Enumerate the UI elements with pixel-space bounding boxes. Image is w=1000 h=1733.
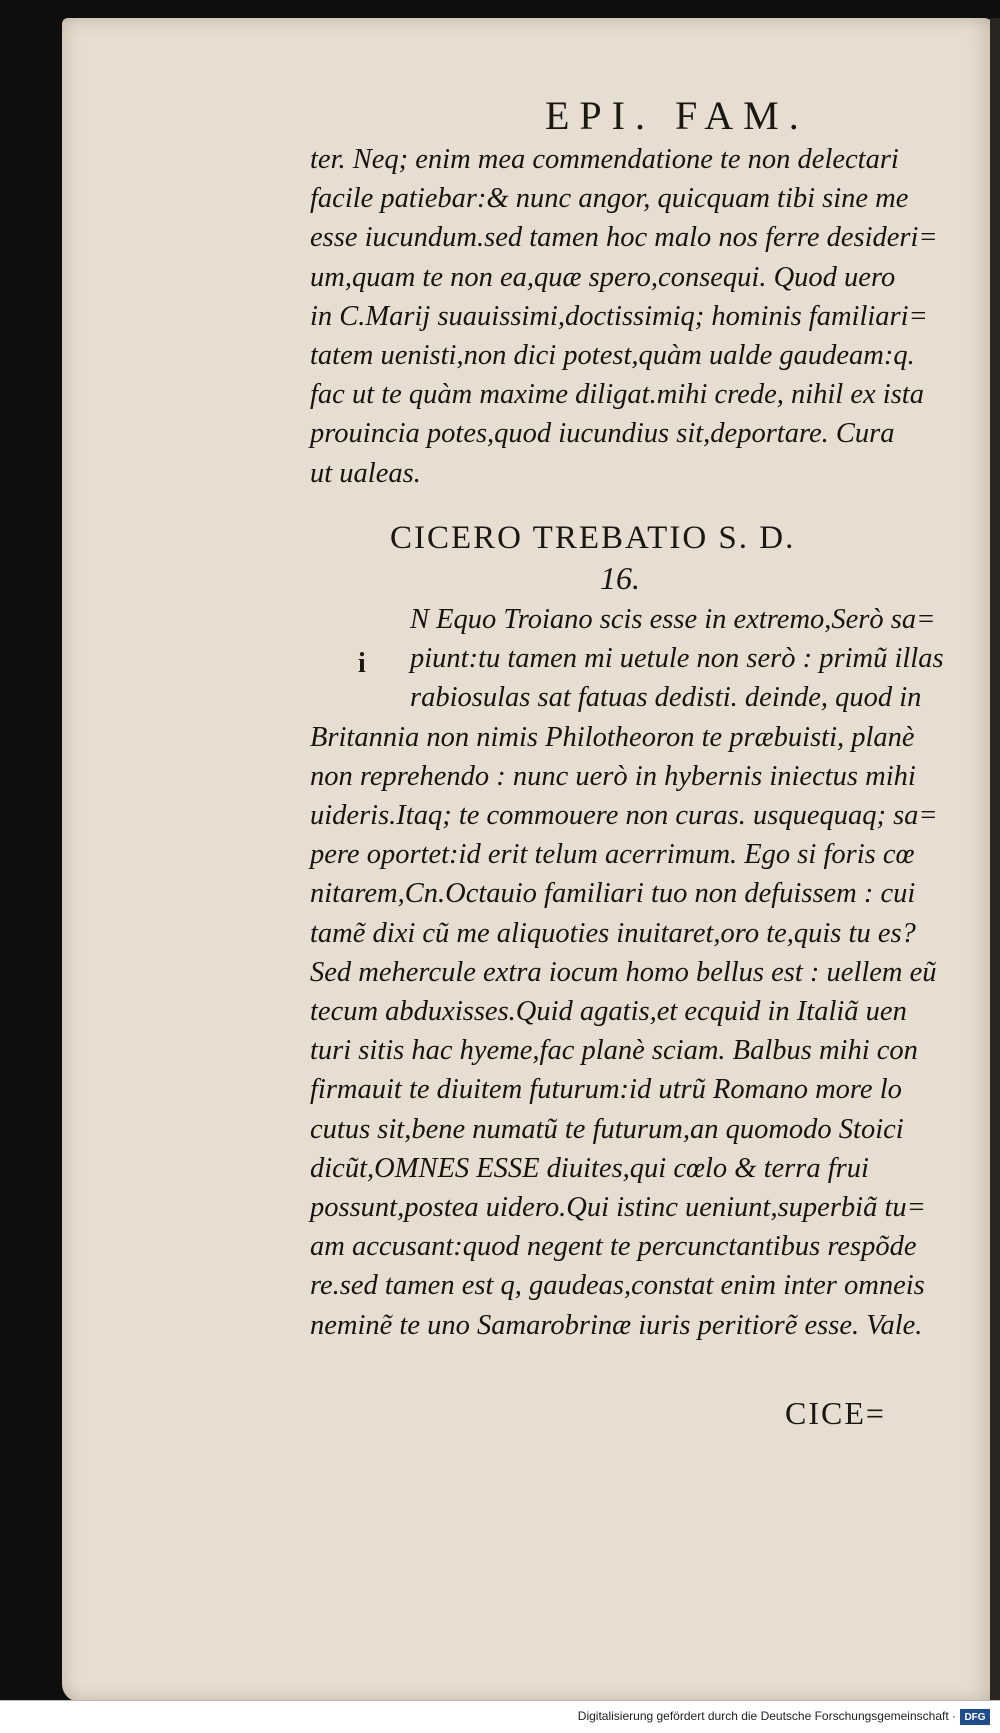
text-line: re.sed tamen est q, gaudeas,constat enim inter omneis xyxy=(310,1270,925,1302)
text-block-top xyxy=(310,140,960,493)
text-line: facile patiebar:& nunc angor, quicquam tibi sine me xyxy=(310,183,909,215)
running-header: EPI. FAM. xyxy=(545,93,809,138)
letter-number: 16. xyxy=(600,560,640,596)
catchword: CICE= xyxy=(785,1395,886,1431)
text-line: uideris.Itaq; te commouere non curas. usquequaq; sa= xyxy=(310,800,938,832)
text-block-letter xyxy=(310,600,960,1345)
text-line: nitarem,Cn.Octauio familiari tuo non defuissem : cui xyxy=(310,878,916,910)
text-line: am accusant:quod negent te percunctantibus respõde xyxy=(310,1231,917,1263)
text-line: piunt:tu tamen mi uetule non serò : primũ illas xyxy=(410,643,944,675)
text-line: tecum abduxisses.Quid agatis,et ecquid in Italiã uen xyxy=(310,996,907,1028)
text-line: non reprehendo : nunc uerò in hybernis iniectus mihi xyxy=(310,760,916,792)
text-line: in C.Marij suauissimi,doctissimiq; hominis familiari= xyxy=(310,300,928,332)
funding-credit: Digitalisierung gefördert durch die Deutsche Forschungsgemeinschaft · xyxy=(577,1709,956,1723)
text-line: Sed mehercule extra iocum homo bellus est : uellem eũ xyxy=(310,956,937,988)
text-line: turi sitis hac hyeme,fac planè sciam. Balbus mihi con xyxy=(310,1035,918,1067)
text-line: neminẽ te uno Samarobrinæ iuris peritiorẽ esse. Vale. xyxy=(310,1309,923,1341)
text-line: fac ut te quàm maxime diligat.mihi crede, nihil ex ista xyxy=(310,379,924,411)
text-line: ut ualeas. xyxy=(310,457,421,489)
text-line: dicũt,OMNES ESSE diuites,qui cœlo & terra frui xyxy=(310,1152,869,1184)
text-line: firmauit te diuitem futurum:id utrũ Romano more lo xyxy=(310,1074,902,1106)
text-line: ter. Neq; enim mea commendatione te non delectari xyxy=(310,144,899,175)
text-line: Britannia non nimis Philotheoron te præbuisti, planè xyxy=(310,721,915,753)
text-line: tatem uenisti,non dici potest,quàm ualde gaudeam:q. xyxy=(310,340,915,372)
text-line: possunt,postea uidero.Qui istinc ueniunt,superbiã tu= xyxy=(310,1192,926,1224)
page-edge xyxy=(990,18,1000,1702)
margin-letter: i xyxy=(358,648,366,679)
text-line: esse iucundum.sed tamen hoc malo nos ferre desideri= xyxy=(310,222,938,254)
dfg-logo-icon[interactable]: DFG xyxy=(960,1709,990,1725)
text-line: tamẽ dixi cũ me aliquoties inuitaret,oro te,quis tu es? xyxy=(310,917,916,949)
footer-bar xyxy=(0,1700,1000,1733)
text-line: rabiosulas sat fatuas dedisti. deinde, quod in xyxy=(410,682,922,714)
text-line: um,quam te non ea,quæ spero,consequi. Quod uero xyxy=(310,261,896,293)
text-line: prouincia potes,quod iucundius sit,deportare. Cura xyxy=(310,418,895,450)
letter-heading: CICERO TREBATIO S. D. xyxy=(390,520,796,556)
text-line: cutus sit,bene numatũ te futurum,an quomodo Stoici xyxy=(310,1113,904,1145)
text-line: N Equo Troiano scis esse in extremo,Serò sa= xyxy=(410,604,936,635)
text-line: pere oportet:id erit telum acerrimum. Ego si foris cœ xyxy=(310,839,915,871)
